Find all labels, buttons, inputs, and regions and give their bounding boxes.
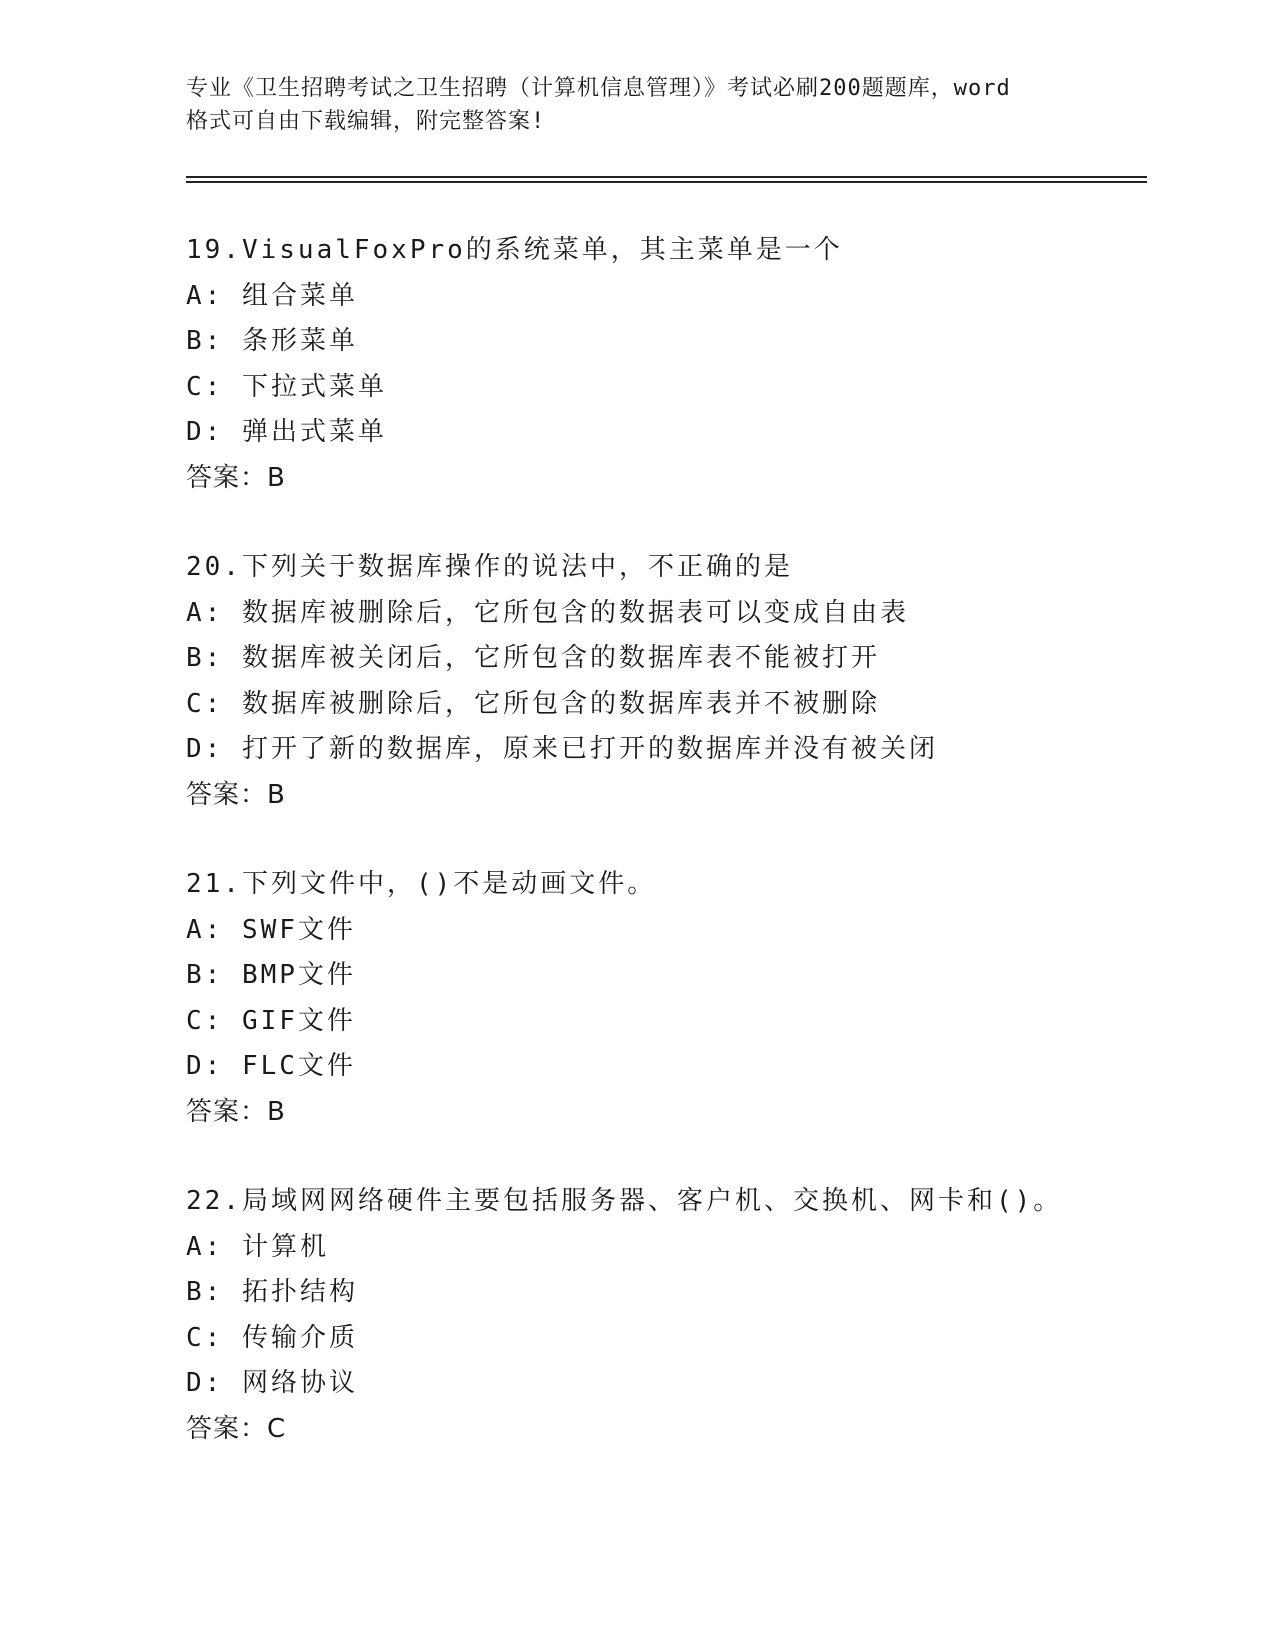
- answer-label: 答案：B: [186, 779, 286, 810]
- option-c: C: 传输介质: [186, 1322, 358, 1353]
- option-d: D: 网络协议: [186, 1368, 358, 1398]
- answer-label: 答案：C: [186, 1413, 287, 1444]
- option-b: B: 拓扑结构: [186, 1277, 358, 1307]
- question-stem: 20.下列关于数据库操作的说法中，不正确的是: [186, 552, 793, 582]
- question-22: [186, 1179, 1146, 1452]
- option-d: D: FLC文件: [186, 1051, 356, 1081]
- option-a: A: 组合菜单: [186, 280, 358, 311]
- header-title-line-2: 格式可自由下载编辑，附完整答案!: [186, 109, 546, 134]
- answer-label: 答案：B: [186, 1096, 286, 1127]
- header-divider-top: [186, 176, 1147, 178]
- header-divider-bottom: [186, 181, 1147, 183]
- header-title-line-1: 专业《卫生招聘考试之卫生招聘（计算机信息管理）》考试必刷200题题库，word: [186, 76, 1011, 101]
- question-20: [186, 545, 1146, 818]
- question-stem: 22.局域网网络硬件主要包括服务器、客户机、交换机、网卡和()。: [186, 1186, 1063, 1216]
- option-b: B: 条形菜单: [186, 326, 358, 356]
- question-21: [186, 862, 1146, 1135]
- question-stem: 21.下列文件中，()不是动画文件。: [186, 869, 657, 899]
- option-d: D: 弹出式菜单: [186, 417, 387, 447]
- option-b: B: BMP文件: [186, 960, 356, 990]
- option-b: B: 数据库被关闭后，它所包含的数据库表不能被打开: [186, 643, 880, 673]
- option-a: A: 计算机: [186, 1231, 329, 1262]
- option-a: A: SWF文件: [186, 914, 356, 945]
- option-c: C: 下拉式菜单: [186, 371, 387, 402]
- answer-label: 答案：B: [186, 462, 286, 493]
- document-header: [186, 72, 1086, 138]
- question-list: [186, 228, 1146, 1496]
- option-c: C: GIF文件: [186, 1005, 356, 1036]
- option-c: C: 数据库被删除后，它所包含的数据库表并不被删除: [186, 688, 880, 719]
- question-stem: 19.VisualFoxPro的系统菜单，其主菜单是一个: [186, 235, 843, 265]
- option-d: D: 打开了新的数据库，原来已打开的数据库并没有被关闭: [186, 734, 938, 764]
- question-19: [186, 228, 1146, 501]
- option-a: A: 数据库被删除后，它所包含的数据表可以变成自由表: [186, 597, 909, 628]
